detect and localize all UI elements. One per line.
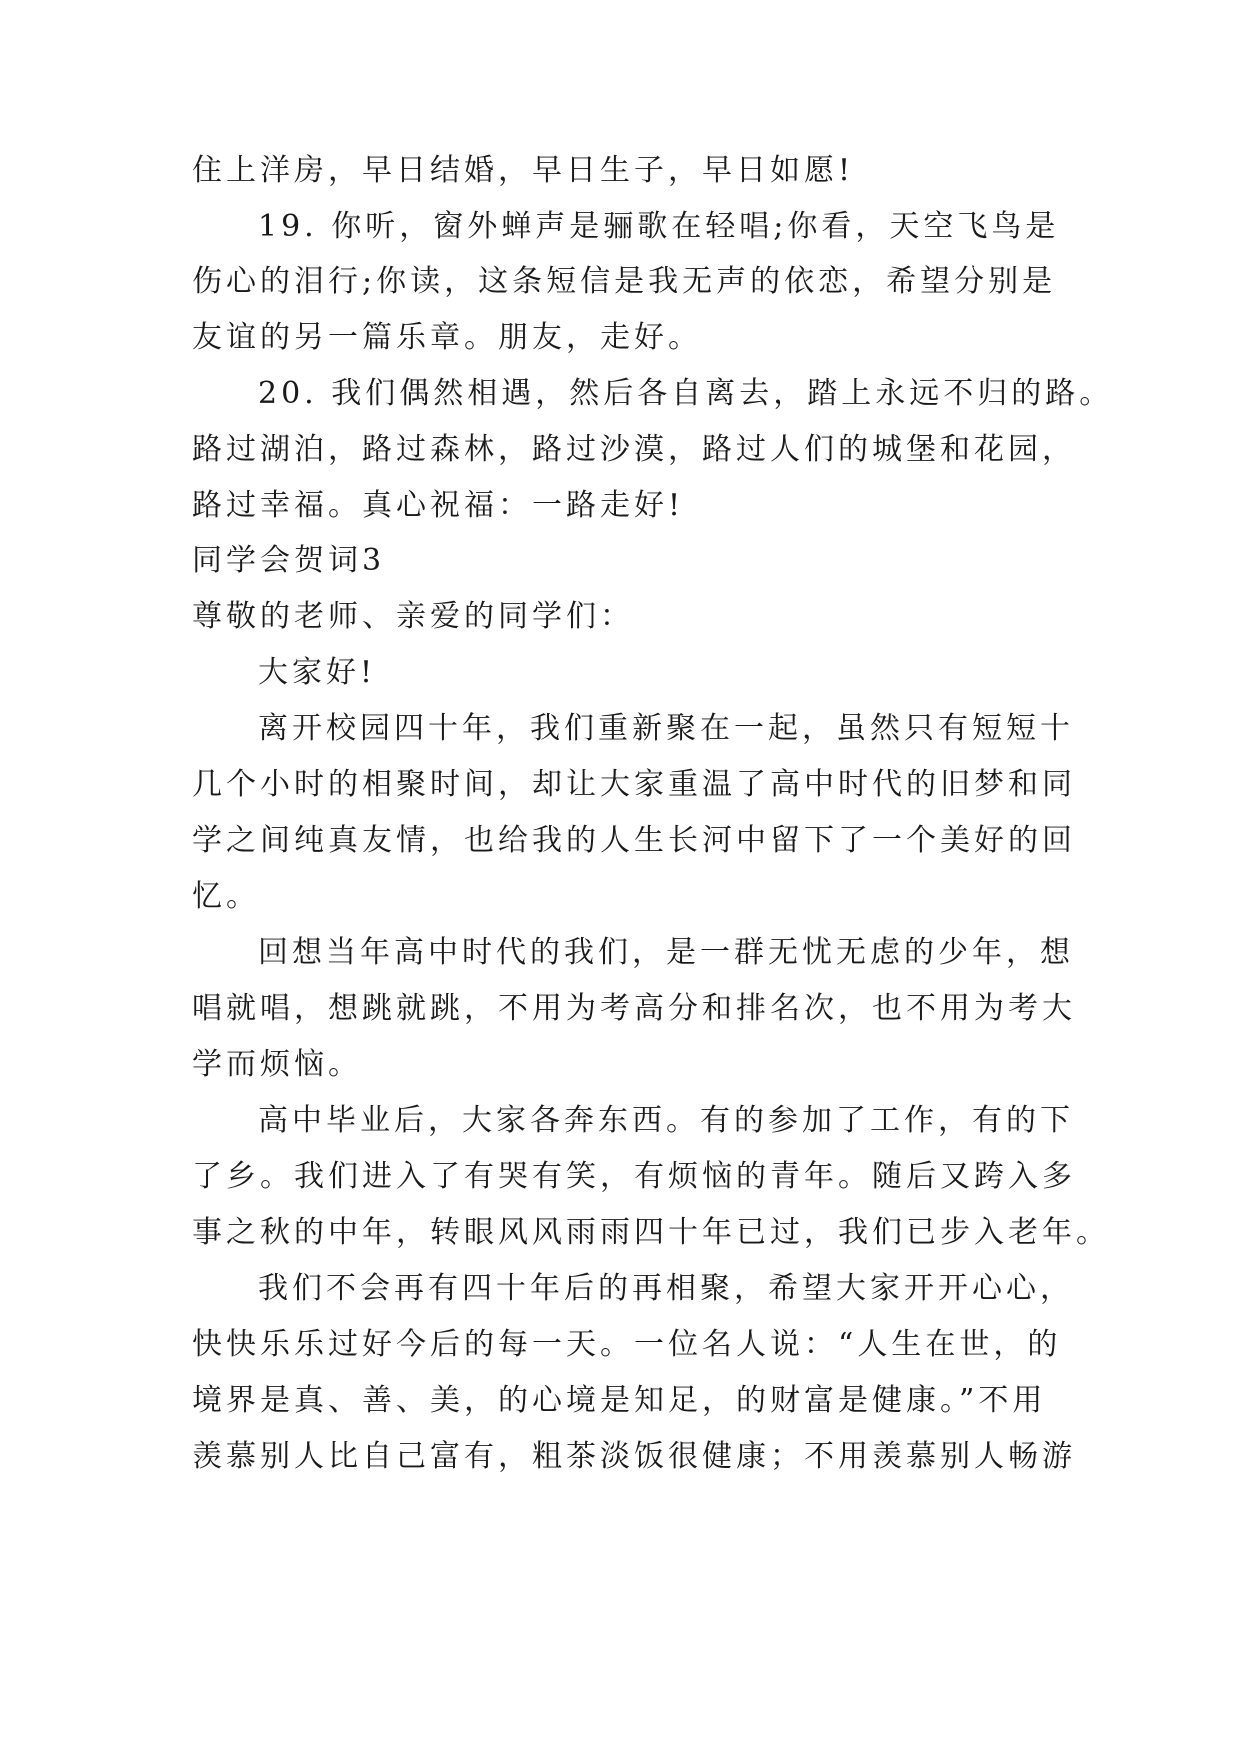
text-line: 几个小时的相聚时间，却让大家重温了高中时代的旧梦和同	[192, 767, 1076, 802]
greeting: 大家好!	[258, 655, 377, 690]
text-line: 了乡。我们进入了有哭有笑，有烦恼的青年。随后又跨入多	[192, 1159, 1076, 1194]
text-line: 我们不会再有四十年后的再相聚，希望大家开开心心，	[258, 1271, 1074, 1306]
text-line: 20. 我们偶然相遇，然后各自离去，踏上永远不归的路。	[258, 376, 1114, 411]
section-heading: 同学会贺词3	[192, 543, 386, 578]
text-line: 友谊的另一篇乐章。朋友，走好。	[192, 320, 702, 355]
text-line: 忆。	[192, 879, 260, 914]
text-line: 羡慕别人比自己富有，粗茶淡饭很健康；不用羡慕别人畅游	[192, 1439, 1076, 1474]
text-line: 路过湖泊，路过森林，路过沙漠，路过人们的城堡和花园，	[192, 432, 1076, 467]
text-line: 伤心的泪行;你读，这条短信是我无声的依恋，希望分别是	[192, 264, 1057, 299]
text-line: 高中毕业后，大家各奔东西。有的参加了工作，有的下	[258, 1103, 1074, 1138]
text-line: 学之间纯真友情，也给我的人生长河中留下了一个美好的回	[192, 823, 1076, 858]
text-line: 19. 你听，窗外蝉声是骊歌在轻唱;你看，天空飞鸟是	[258, 209, 1060, 244]
text-line: 境界是真、善、美，的心境是知足，的财富是健康。”不用	[192, 1383, 1047, 1418]
text-line: 事之秋的中年，转眼风风雨雨四十年已过，我们已步入老年。	[192, 1215, 1110, 1250]
text-line: 快快乐乐过好今后的每一天。一位名人说：“人生在世，的	[192, 1327, 1062, 1362]
text-line: 离开校园四十年，我们重新聚在一起，虽然只有短短十	[258, 711, 1074, 746]
text-line: 住上洋房，早日结婚，早日生子，早日如愿!	[192, 153, 855, 188]
salutation: 尊敬的老师、亲爱的同学们：	[192, 599, 634, 634]
text-line: 学而烦恼。	[192, 1047, 362, 1082]
text-line: 路过幸福。真心祝福：一路走好!	[192, 488, 685, 523]
text-line: 唱就唱，想跳就跳，不用为考高分和排名次，也不用为考大	[192, 991, 1076, 1026]
text-line: 回想当年高中时代的我们，是一群无忧无虑的少年，想	[258, 935, 1074, 970]
